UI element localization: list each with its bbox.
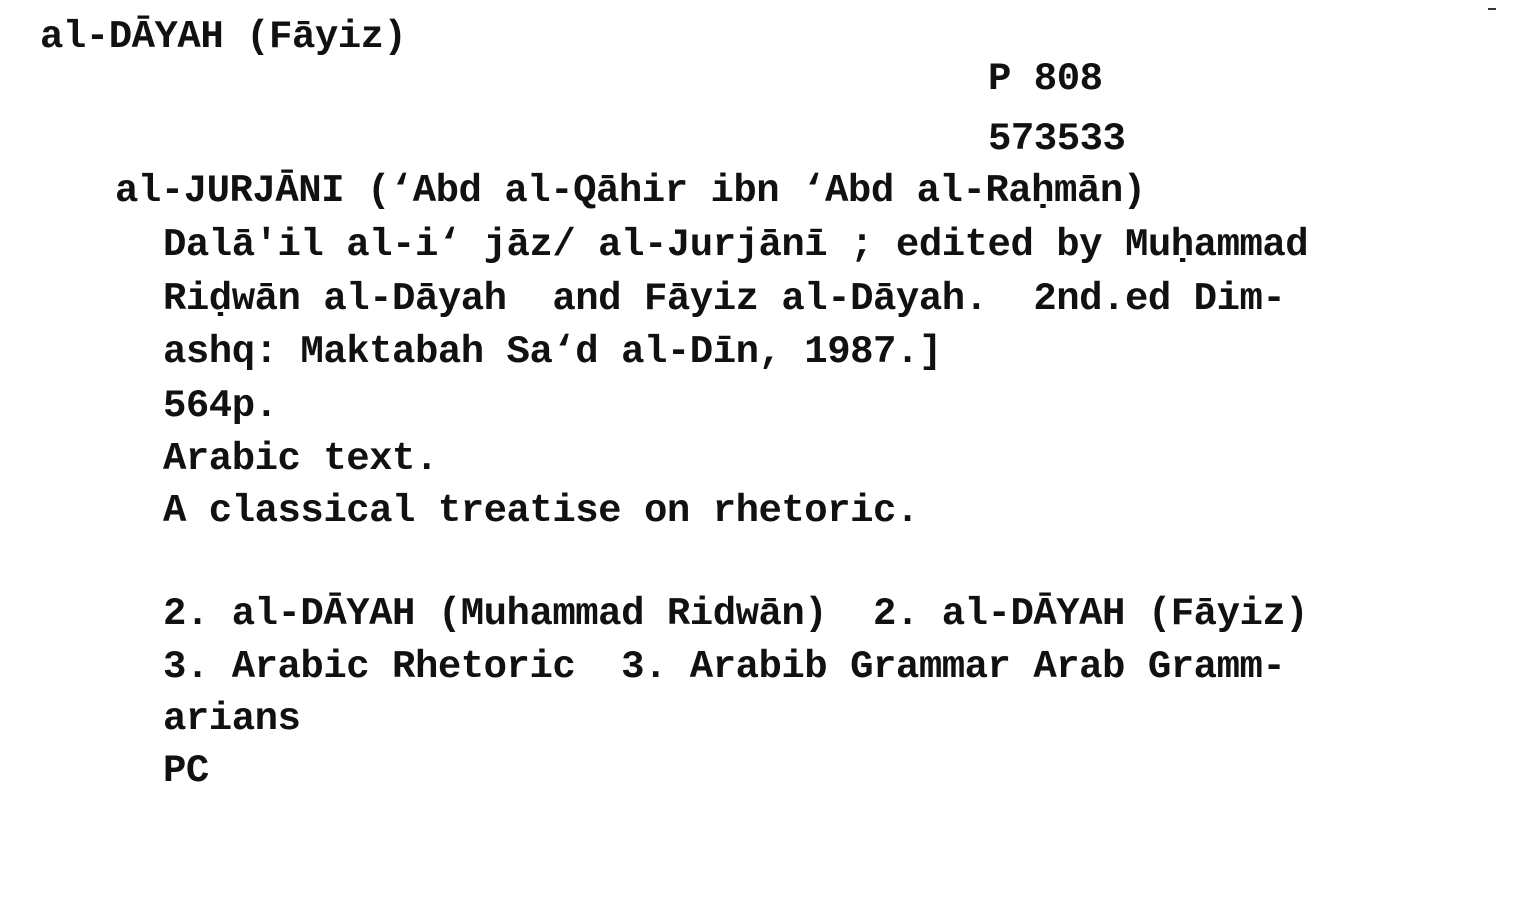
note-summary: A classical treatise on rhetoric. bbox=[163, 489, 919, 533]
title-statement-line-1: Dalā'il al-i‘ jāz/ al-Jurjānī ; edited by Muḥammad bbox=[163, 223, 1309, 267]
call-number-class: P 808 bbox=[988, 57, 1103, 101]
cataloger-initials: PC bbox=[163, 749, 209, 793]
call-number-id: 573533 bbox=[988, 117, 1126, 161]
added-entry-header: al-DĀYAH (Fāyiz) bbox=[40, 15, 407, 59]
tracing-line-3: arians bbox=[163, 697, 301, 741]
tracing-line-1: 2. al-DĀYAH (Muhammad Ridwān) 2. al-DĀYAH (Fāyiz) bbox=[163, 592, 1309, 636]
title-statement-line-2: Riḍwān al-Dāyah and Fāyiz al-Dāyah. 2nd.ed Dim- bbox=[163, 277, 1286, 321]
tracing-line-2: 3. Arabic Rhetoric 3. Arabib Grammar Arab Gramm- bbox=[163, 645, 1286, 689]
note-language: Arabic text. bbox=[163, 437, 438, 481]
corner-mark bbox=[1488, 8, 1496, 10]
imprint-line: ashq: Maktabah Sa‘d al-Dīn, 1987.] bbox=[163, 330, 942, 374]
main-entry-author: al-JURJĀNI (‘Abd al-Qāhir ibn ‘Abd al-Raḥmān) bbox=[115, 169, 1146, 213]
collation: 564p. bbox=[163, 384, 278, 428]
